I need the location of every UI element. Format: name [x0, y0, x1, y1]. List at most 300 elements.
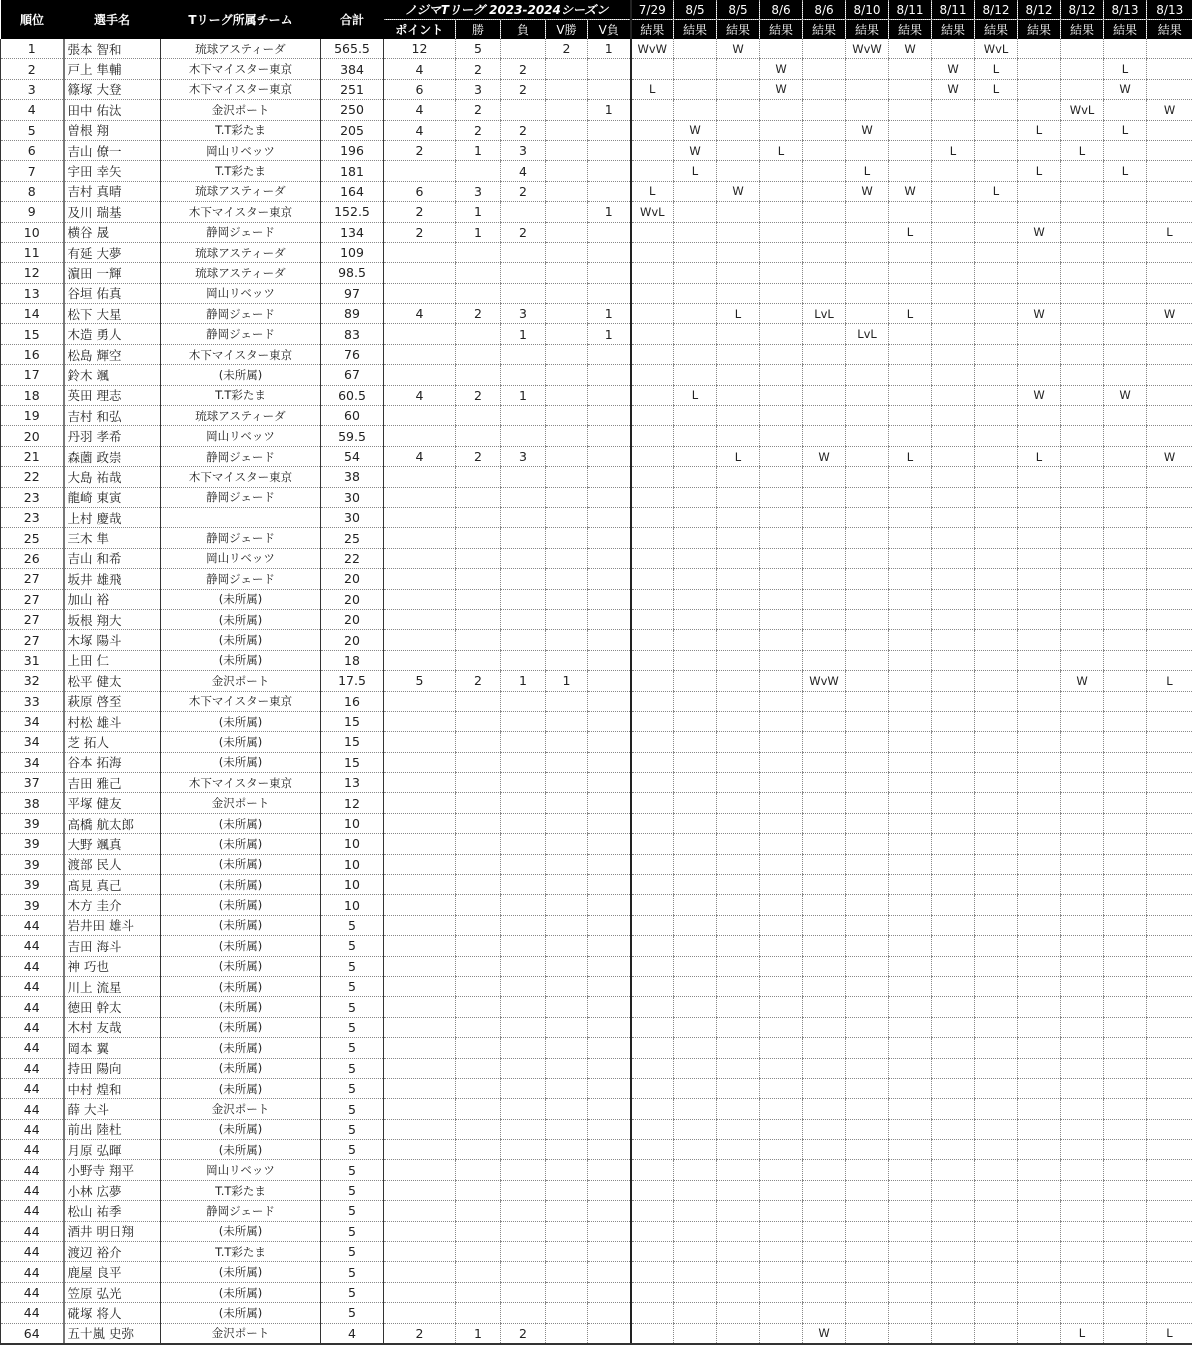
result-cell	[889, 120, 932, 140]
result-cell	[803, 222, 846, 242]
table-row[interactable]	[1, 222, 1192, 242]
header-date[interactable]: 8/5	[674, 0, 717, 20]
table-row[interactable]	[1, 385, 1192, 405]
stat-cell	[384, 711, 456, 731]
result-cell	[846, 875, 889, 895]
table-row[interactable]	[1, 507, 1192, 527]
header-date[interactable]: 8/12	[975, 0, 1018, 20]
table-row[interactable]	[1, 1262, 1192, 1282]
table-row[interactable]	[1, 854, 1192, 874]
table-row[interactable]	[1, 997, 1192, 1017]
stat-cell: 3	[501, 140, 546, 160]
total-cell: 38	[321, 467, 384, 487]
total-cell: 83	[321, 324, 384, 344]
stat-cell: 2	[456, 671, 501, 691]
result-cell	[846, 1140, 889, 1160]
table-row[interactable]	[1, 834, 1192, 854]
result-cell	[1147, 793, 1192, 813]
header-date[interactable]: 8/10	[846, 0, 889, 20]
stat-cell	[456, 997, 501, 1017]
stat-cell	[384, 344, 456, 364]
table-row[interactable]	[1, 793, 1192, 813]
result-cell	[932, 385, 975, 405]
total-cell: 5	[321, 1038, 384, 1058]
table-row[interactable]	[1, 365, 1192, 385]
rank-cell: 44	[1, 976, 64, 996]
table-row[interactable]	[1, 446, 1192, 466]
header-date[interactable]: 8/11	[889, 0, 932, 20]
result-cell	[760, 304, 803, 324]
total-cell: 5	[321, 1099, 384, 1119]
result-cell	[975, 202, 1018, 222]
result-cell	[1147, 1078, 1192, 1098]
table-row[interactable]	[1, 752, 1192, 772]
table-row[interactable]	[1, 1180, 1192, 1200]
table-row[interactable]	[1, 630, 1192, 650]
stat-cell	[384, 793, 456, 813]
header-rank[interactable]: 順位	[1, 0, 64, 39]
table-row[interactable]	[1, 589, 1192, 609]
table-row[interactable]	[1, 263, 1192, 283]
result-cell	[674, 263, 717, 283]
result-cell	[975, 242, 1018, 262]
result-cell: W	[1147, 446, 1192, 466]
team-cell: (未所属)	[161, 630, 321, 650]
result-cell	[717, 426, 760, 446]
table-row[interactable]	[1, 1078, 1192, 1098]
result-cell	[932, 854, 975, 874]
result-cell	[932, 426, 975, 446]
table-row[interactable]	[1, 1242, 1192, 1262]
table-row[interactable]	[1, 773, 1192, 793]
result-cell	[803, 1078, 846, 1098]
result-cell	[1018, 895, 1061, 915]
result-cell	[846, 813, 889, 833]
stat-cell: 2	[456, 120, 501, 140]
table-row[interactable]	[1, 283, 1192, 303]
stat-cell	[588, 711, 631, 731]
stat-cell	[501, 711, 546, 731]
result-cell: L	[1104, 120, 1147, 140]
rank-cell: 11	[1, 242, 64, 262]
table-row[interactable]	[1, 1058, 1192, 1078]
result-cell	[803, 161, 846, 181]
result-cell	[760, 732, 803, 752]
table-row[interactable]	[1, 976, 1192, 996]
stat-cell	[456, 1058, 501, 1078]
stat-cell	[546, 1099, 588, 1119]
stat-cell	[546, 365, 588, 385]
result-cell	[631, 100, 674, 120]
result-cell	[1147, 854, 1192, 874]
result-cell: L	[975, 59, 1018, 79]
stat-cell: 2	[384, 1323, 456, 1344]
result-cell	[803, 507, 846, 527]
table-row[interactable]	[1, 59, 1192, 79]
result-cell	[760, 671, 803, 691]
stat-cell	[456, 569, 501, 589]
table-row[interactable]	[1, 1221, 1192, 1241]
result-cell	[1147, 1180, 1192, 1200]
stat-cell	[501, 1242, 546, 1262]
header-result: 結果	[846, 20, 889, 40]
stat-cell	[501, 528, 546, 548]
result-cell	[674, 548, 717, 568]
stat-cell: 4	[384, 100, 456, 120]
rank-cell: 10	[1, 222, 64, 242]
stat-cell: 2	[501, 59, 546, 79]
result-cell	[674, 304, 717, 324]
team-cell: (未所属)	[161, 854, 321, 874]
result-cell	[889, 711, 932, 731]
result-cell	[760, 507, 803, 527]
result-cell	[975, 1119, 1018, 1139]
table-row[interactable]	[1, 813, 1192, 833]
table-row[interactable]	[1, 39, 1192, 59]
result-cell: W	[674, 120, 717, 140]
table-row[interactable]	[1, 242, 1192, 262]
result-cell	[846, 1201, 889, 1221]
stat-cell	[546, 1017, 588, 1037]
stat-cell	[384, 630, 456, 650]
player-name-cell: 酒井 明日翔	[64, 1221, 161, 1241]
result-cell	[717, 711, 760, 731]
header-total[interactable]: 合計	[321, 0, 384, 39]
result-cell	[846, 609, 889, 629]
stat-cell	[384, 1140, 456, 1160]
table-row[interactable]	[1, 650, 1192, 670]
stat-cell: 2	[501, 120, 546, 140]
rank-cell: 33	[1, 691, 64, 711]
header-stat[interactable]: V負	[588, 20, 631, 40]
player-name-cell: 小野寺 翔平	[64, 1160, 161, 1180]
result-cell	[674, 1058, 717, 1078]
result-cell	[803, 385, 846, 405]
result-cell	[760, 1038, 803, 1058]
table-row[interactable]	[1, 732, 1192, 752]
stat-cell	[384, 589, 456, 609]
header-date[interactable]: 7/29	[631, 0, 674, 20]
header-date[interactable]: 8/12	[1018, 0, 1061, 20]
result-cell	[803, 406, 846, 426]
result-cell	[975, 895, 1018, 915]
result-cell	[803, 1140, 846, 1160]
result-cell	[846, 242, 889, 262]
stat-cell	[384, 773, 456, 793]
result-cell	[760, 1180, 803, 1200]
result-cell: L	[1147, 671, 1192, 691]
table-row[interactable]	[1, 1119, 1192, 1139]
stat-cell	[588, 283, 631, 303]
result-cell	[1018, 1262, 1061, 1282]
result-cell	[803, 976, 846, 996]
table-row[interactable]	[1, 895, 1192, 915]
result-cell	[760, 385, 803, 405]
result-cell	[975, 793, 1018, 813]
result-cell	[975, 161, 1018, 181]
stat-cell	[384, 1058, 456, 1078]
stat-cell	[501, 589, 546, 609]
stat-cell	[501, 242, 546, 262]
table-row[interactable]	[1, 1099, 1192, 1119]
result-cell	[1061, 569, 1104, 589]
result-cell	[717, 834, 760, 854]
result-cell	[760, 487, 803, 507]
result-cell	[889, 161, 932, 181]
result-cell	[1018, 773, 1061, 793]
header-date[interactable]: 8/6	[803, 0, 846, 20]
result-cell	[760, 630, 803, 650]
result-cell	[932, 1078, 975, 1098]
stat-cell: 1	[456, 1323, 501, 1344]
header-team[interactable]: Tリーグ所属チーム	[161, 0, 321, 39]
rank-cell: 7	[1, 161, 64, 181]
table-row[interactable]	[1, 161, 1192, 181]
result-cell	[889, 1201, 932, 1221]
rank-cell: 5	[1, 120, 64, 140]
stat-cell	[546, 1221, 588, 1241]
result-cell	[932, 263, 975, 283]
stat-cell: 2	[501, 181, 546, 201]
header-date[interactable]: 8/5	[717, 0, 760, 20]
stat-cell	[588, 1303, 631, 1323]
table-row[interactable]	[1, 936, 1192, 956]
stat-cell	[501, 609, 546, 629]
result-cell	[975, 834, 1018, 854]
result-cell	[631, 875, 674, 895]
result-cell	[674, 365, 717, 385]
result-cell	[1018, 100, 1061, 120]
table-row[interactable]	[1, 344, 1192, 364]
stat-cell	[588, 446, 631, 466]
header-date[interactable]: 8/11	[932, 0, 975, 20]
table-row[interactable]	[1, 304, 1192, 324]
table-row[interactable]	[1, 426, 1192, 446]
rank-cell: 44	[1, 1017, 64, 1037]
stat-cell	[546, 140, 588, 160]
result-cell	[1147, 1282, 1192, 1302]
result-cell	[803, 691, 846, 711]
result-cell	[760, 406, 803, 426]
stat-cell: 3	[456, 79, 501, 99]
header-stat[interactable]: 負	[501, 20, 546, 40]
total-cell: 5	[321, 1180, 384, 1200]
stat-cell	[456, 467, 501, 487]
header-stat[interactable]: ポイント	[384, 20, 456, 40]
team-cell: 金沢ポート	[161, 671, 321, 691]
stat-cell	[456, 1140, 501, 1160]
result-cell	[975, 426, 1018, 446]
stat-cell: 1	[501, 671, 546, 691]
result-cell	[975, 630, 1018, 650]
table-row[interactable]	[1, 569, 1192, 589]
result-cell	[932, 161, 975, 181]
result-cell	[1018, 793, 1061, 813]
table-row[interactable]	[1, 1323, 1192, 1344]
table-row[interactable]	[1, 528, 1192, 548]
table-row[interactable]	[1, 711, 1192, 731]
result-cell: L	[760, 140, 803, 160]
header-name[interactable]: 選手名	[64, 0, 161, 39]
result-cell	[717, 671, 760, 691]
table-row[interactable]	[1, 915, 1192, 935]
result-cell	[1061, 997, 1104, 1017]
result-cell	[975, 752, 1018, 772]
result-cell	[717, 630, 760, 650]
result-cell	[889, 997, 932, 1017]
header-date[interactable]: 8/6	[760, 0, 803, 20]
result-cell	[1147, 956, 1192, 976]
stat-cell	[588, 263, 631, 283]
result-cell	[1061, 487, 1104, 507]
table-row[interactable]	[1, 691, 1192, 711]
result-cell	[760, 1282, 803, 1302]
table-row[interactable]	[1, 324, 1192, 344]
stat-cell	[501, 936, 546, 956]
table-row[interactable]	[1, 467, 1192, 487]
result-cell	[932, 609, 975, 629]
result-cell	[1061, 1242, 1104, 1262]
stat-cell	[588, 895, 631, 915]
table-row[interactable]	[1, 1282, 1192, 1302]
header-stat[interactable]: 勝	[456, 20, 501, 40]
result-cell	[1147, 569, 1192, 589]
rank-cell: 27	[1, 589, 64, 609]
table-row[interactable]	[1, 609, 1192, 629]
stat-cell	[546, 1303, 588, 1323]
result-cell	[1061, 630, 1104, 650]
rank-cell: 39	[1, 834, 64, 854]
table-row[interactable]	[1, 1140, 1192, 1160]
stat-cell	[588, 1058, 631, 1078]
result-cell	[717, 1282, 760, 1302]
header-stat[interactable]: V勝	[546, 20, 588, 40]
result-cell	[975, 976, 1018, 996]
total-cell: 30	[321, 487, 384, 507]
result-cell	[1104, 181, 1147, 201]
table-row[interactable]	[1, 548, 1192, 568]
result-cell	[846, 446, 889, 466]
result-cell	[803, 956, 846, 976]
stat-cell	[501, 997, 546, 1017]
total-cell: 10	[321, 875, 384, 895]
stat-cell	[546, 854, 588, 874]
table-row[interactable]	[1, 1160, 1192, 1180]
table-row[interactable]	[1, 202, 1192, 222]
table-row[interactable]	[1, 140, 1192, 160]
result-cell	[1147, 1262, 1192, 1282]
table-row[interactable]	[1, 1038, 1192, 1058]
result-cell	[1061, 589, 1104, 609]
total-cell: 196	[321, 140, 384, 160]
stat-cell: 4	[384, 120, 456, 140]
result-cell: W	[932, 79, 975, 99]
stat-cell	[501, 202, 546, 222]
stat-cell	[546, 1160, 588, 1180]
result-cell	[1147, 79, 1192, 99]
stat-cell	[546, 609, 588, 629]
result-cell	[631, 1180, 674, 1200]
player-name-cell: 前出 陸杜	[64, 1119, 161, 1139]
header-date[interactable]: 8/12	[1061, 0, 1104, 20]
result-cell	[932, 1221, 975, 1241]
result-cell	[674, 834, 717, 854]
stat-cell	[456, 711, 501, 731]
table-row[interactable]	[1, 1303, 1192, 1323]
result-cell	[1104, 854, 1147, 874]
result-cell	[846, 956, 889, 976]
result-cell	[1104, 528, 1147, 548]
result-cell	[932, 1180, 975, 1200]
total-cell: 15	[321, 752, 384, 772]
table-row[interactable]	[1, 406, 1192, 426]
result-cell	[1104, 1058, 1147, 1078]
total-cell: 5	[321, 956, 384, 976]
total-cell: 5	[321, 1017, 384, 1037]
result-cell	[1061, 467, 1104, 487]
table-row[interactable]	[1, 671, 1192, 691]
table-row[interactable]	[1, 875, 1192, 895]
result-cell	[846, 793, 889, 813]
result-cell	[1018, 202, 1061, 222]
stat-cell	[501, 1017, 546, 1037]
stat-cell: 5	[456, 39, 501, 59]
table-row[interactable]	[1, 181, 1192, 201]
total-cell: 205	[321, 120, 384, 140]
rank-cell: 44	[1, 1058, 64, 1078]
stat-cell	[501, 1078, 546, 1098]
table-row[interactable]	[1, 79, 1192, 99]
table-row[interactable]	[1, 1201, 1192, 1221]
result-cell	[803, 100, 846, 120]
result-cell	[889, 569, 932, 589]
header-date[interactable]: 8/13	[1104, 0, 1147, 20]
result-cell	[717, 487, 760, 507]
result-cell	[1104, 39, 1147, 59]
result-cell	[1018, 1201, 1061, 1221]
table-row[interactable]	[1, 1017, 1192, 1037]
player-name-cell: 曽根 翔	[64, 120, 161, 140]
result-cell	[1147, 59, 1192, 79]
table-row[interactable]	[1, 100, 1192, 120]
result-cell	[1018, 834, 1061, 854]
team-cell: 木下マイスター東京	[161, 344, 321, 364]
header-date[interactable]: 8/13	[1147, 0, 1192, 20]
result-cell	[717, 1160, 760, 1180]
table-row[interactable]	[1, 487, 1192, 507]
table-row[interactable]	[1, 120, 1192, 140]
player-name-cell: 龍崎 東寅	[64, 487, 161, 507]
result-cell: W	[846, 181, 889, 201]
total-cell: 250	[321, 100, 384, 120]
stat-cell	[546, 120, 588, 140]
result-cell	[803, 609, 846, 629]
team-cell: (未所属)	[161, 1038, 321, 1058]
result-cell	[631, 1323, 674, 1344]
result-cell	[846, 1017, 889, 1037]
result-cell	[889, 426, 932, 446]
result-cell	[932, 997, 975, 1017]
result-cell	[631, 1201, 674, 1221]
stat-cell	[456, 650, 501, 670]
player-name-cell: 吉村 和弘	[64, 406, 161, 426]
result-cell	[717, 1201, 760, 1221]
table-row[interactable]	[1, 956, 1192, 976]
result-cell	[1104, 1160, 1147, 1180]
result-cell	[1104, 936, 1147, 956]
stat-cell	[456, 528, 501, 548]
result-cell	[1147, 691, 1192, 711]
